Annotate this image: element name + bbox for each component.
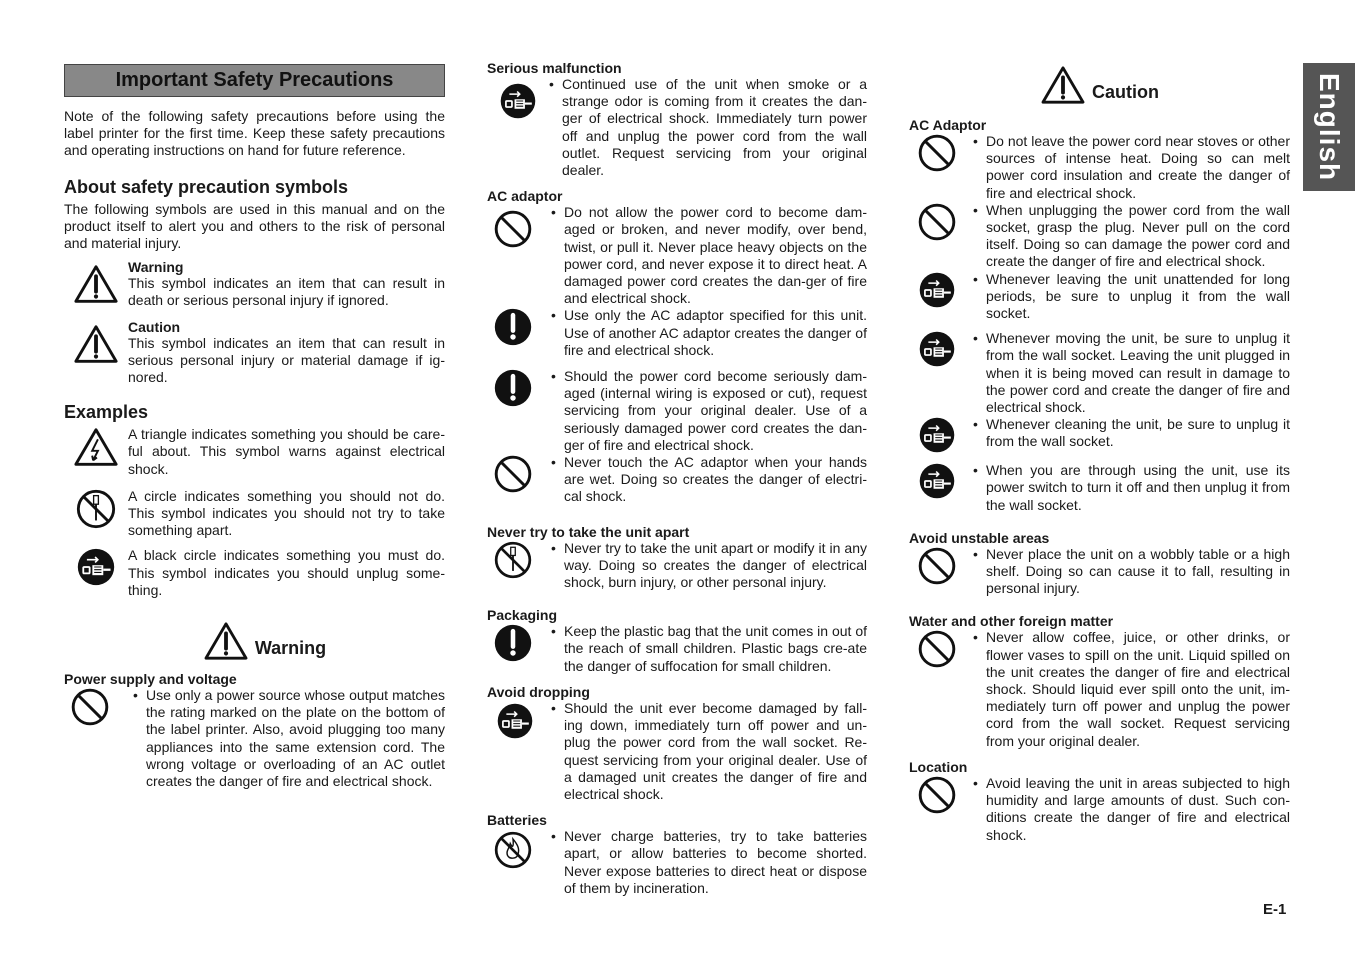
unstable-row (909, 546, 1290, 598)
ac-row (487, 204, 867, 307)
bullet: • (973, 462, 978, 479)
location-text: Avoid leaving the unit in areas subjected to high humidity and large amounts of dust. Such con-ditions create the danger of fire and electrical shock. (986, 774, 1290, 843)
location-row (909, 775, 1290, 844)
malfunction-text: Continued use of the unit when smoke or a strange odor is coming from it creates the dan-ger of electrical shock. Immediately turn power off and unplug the power cord from the wall outlet. Request servicing from your original dealer. (562, 76, 867, 179)
bullet: • (973, 629, 978, 646)
caution-row (909, 271, 1290, 323)
bullet: • (551, 307, 556, 324)
apart-heading: Never try to take the unit apart (487, 523, 690, 540)
unplug-icon (64, 547, 128, 587)
batteries-heading: Batteries (487, 812, 547, 829)
mandatory-icon (487, 623, 539, 663)
packaging-row (487, 623, 867, 675)
bullet: • (973, 416, 978, 433)
acadaptor-heading: AC adaptor (487, 188, 563, 205)
unplug-icon (487, 700, 543, 740)
unstable-heading: Avoid unstable areas (909, 529, 1050, 546)
ac-text: Should the power cord become seriously dam-aged (internal wiring is exposed or cut), request servicing from your original dealer. Use of a seriously damaged power cord creates the dan-ger of fire and electrical shock. (564, 368, 867, 453)
example-text: A triangle indicates something you should be care-ful about. This symbol warns against electrical shock. (128, 426, 445, 477)
bullet: • (973, 133, 978, 149)
bullet: • (549, 76, 554, 92)
caution-row (909, 202, 1290, 271)
water-row (909, 629, 1290, 749)
bullet: • (973, 545, 978, 562)
example-text: A circle indicates something you should not do. This symbol indicates you should not try to take something apart. (128, 487, 445, 539)
caution-row (909, 462, 1290, 514)
caution-text: Do not leave the power cord near stoves or other sources of intense heat. Doing so can melt power cord insulation and create the danger of fire and electrical shock. (986, 133, 1290, 201)
bullet: • (551, 454, 556, 471)
example-row (64, 547, 445, 599)
bullet: • (973, 330, 978, 347)
unplug-icon (909, 416, 965, 454)
bullet: • (551, 204, 556, 221)
batteries-row (487, 828, 867, 897)
prohibition-icon (909, 546, 965, 586)
water-text: Never allow coffee, juice, or other drinks, or flower vases to spill on the unit. Liquid spilled on the unit creates the danger of fire and electrical shock. Should liquid ever spill onto the unit, im-mediately turn off power and unplug the power cord from the wall socket. Request servicing from your original dealer. (986, 629, 1290, 749)
warning-text: This symbol indicates an item that can result in death or serious personal injury if ignored. (128, 275, 445, 309)
malfunction-row (487, 76, 867, 179)
power-row (64, 687, 445, 790)
warning-section-title (84, 621, 445, 661)
batteries-text: Never charge batteries, try to take batteries apart, or allow batteries to become shorted. Never expose batteries to direct heat or dispose of them by incineration. (564, 828, 867, 896)
no-fire-icon (487, 828, 539, 870)
language-tab (1303, 63, 1355, 191)
ac-row (487, 307, 867, 359)
warning-label: Warning (128, 259, 184, 276)
intro-text: Note of the following safety precautions before using the label printer for the first time. Keep these safety precautions and operating instructions on hand for future reference. (64, 108, 445, 159)
apart-text: Never try to take the unit apart or modify it in any way. Doing so creates the danger of electrical shock, burn injury, or other personal injury. (564, 539, 867, 591)
bullet: • (551, 368, 556, 385)
dropping-heading: Avoid dropping (487, 683, 590, 700)
prohibition-icon (909, 775, 965, 815)
ac-row (487, 368, 867, 454)
example-row (64, 426, 445, 478)
ac-text: Use only the AC adaptor specified for this unit. Use of another AC adaptor creates the danger of fire and electrical shock. (564, 307, 867, 358)
example-text: A black circle indicates something you must do. This symbol indicates you should unplug some-thing. (128, 547, 445, 598)
column-1 (64, 60, 445, 790)
caution-text: When unplugging the power cord from the wall socket, grasp the plug. Never pull on the cord itself. Doing so can damage the power cord and create the danger of fire and electrical shock. (986, 201, 1290, 270)
caution-row (909, 330, 1290, 416)
ac-text: Never touch the AC adaptor when your hands are wet. Doing so creates the danger of electri-cal shock. (564, 454, 867, 505)
unplug-icon (487, 76, 549, 120)
unplug-icon (909, 271, 965, 309)
bullet: • (551, 539, 556, 556)
page-title: Important Safety Precautions (64, 64, 445, 97)
warning-heading: Warning (254, 638, 327, 659)
bullet: • (133, 687, 138, 704)
caution-text: Whenever moving the unit, be sure to unplug it from the wall socket. Leaving the unit plugged in when it is being moved can result in damage to the power cord and create the danger of fire and electrical shock. (986, 330, 1290, 416)
acadaptor-heading: AC Adaptor (909, 117, 987, 133)
prohibition-icon (909, 629, 965, 669)
caution-text: Whenever leaving the unit unattended for long periods, be sure to unplug it from the wall socket. (986, 270, 1290, 322)
warning-symbol-row (64, 259, 445, 309)
bullet: • (551, 828, 556, 845)
water-heading: Water and other foreign matter (909, 613, 1114, 630)
bullet: • (551, 699, 556, 716)
column-2 (487, 60, 867, 897)
packaging-heading: Packaging (487, 607, 558, 624)
power-heading: Power supply and voltage (64, 671, 237, 688)
malfunction-heading: Serious malfunction (487, 60, 622, 76)
mandatory-icon (487, 368, 539, 408)
caution-row (909, 133, 1290, 202)
prohibition-icon (909, 133, 965, 173)
ac-text: Do not allow the power cord to become dam-aged or broken, and never modify, over bend, twist, or pull it. Never place heavy objects on the power cord, and never expose it to direct heat. A damaged power cord creates the dan-ger of fire and electrical shock. (564, 204, 867, 307)
caution-text: This symbol indicates an item that can result in serious personal injury or material damage if ig-nored. (128, 334, 445, 386)
no-disassembly-icon (64, 488, 128, 530)
symbols-heading: About safety precaution symbols (64, 176, 349, 197)
prohibition-icon (487, 454, 539, 494)
bullet: • (973, 270, 978, 287)
packaging-text: Keep the plastic bag that the unit comes in out of the reach of small children. Plastic bags cre-ate the danger of suffocation for small children. (564, 623, 867, 674)
bullet: • (973, 201, 978, 218)
unplug-icon (909, 462, 965, 500)
caution-text: When you are through using the unit, use its power switch to turn it off and then unplug it from the wall socket. (986, 462, 1290, 513)
caution-symbol-row (64, 319, 445, 387)
examples-heading: Examples (64, 402, 149, 423)
caution-section-title (909, 65, 1290, 105)
electric-shock-icon (64, 426, 128, 468)
location-heading: Location (909, 758, 968, 775)
warning-triangle-icon (64, 259, 128, 305)
page-number: E-1 (1263, 901, 1287, 918)
prohibition-icon (64, 687, 125, 727)
bullet: • (551, 623, 556, 640)
dropping-row (487, 700, 867, 803)
apart-row (487, 540, 867, 592)
bullet: • (973, 774, 978, 791)
caution-label: Caution (128, 318, 181, 335)
dropping-text: Should the unit ever become damaged by fall-ing down, immediately turn off power and un-plug the power cord from the wall socket. Re-quest servicing from your original dealer. Use of a damaged unit creates the danger of fire and electrical shock. (564, 699, 867, 802)
language-tab-label: English (1314, 72, 1345, 182)
caution-row (909, 416, 1290, 454)
unplug-icon (909, 330, 965, 368)
example-row (64, 488, 445, 540)
caution-triangle-icon (1040, 65, 1086, 105)
power-text: Use only a power source whose output matches the rating marked on the plate on the bottom of the label printer. Also, avoid plugging too many appliances into the same extension cord. The wrong voltage or overloading of an AC outlet creates the danger of fire and electrical shock. (146, 687, 445, 790)
prohibition-icon (487, 204, 539, 249)
caution-heading: Caution (1092, 82, 1159, 102)
caution-triangle-icon (64, 319, 128, 365)
mandatory-icon (487, 307, 539, 347)
unstable-text: Never place the unit on a wobbly table or a high shelf. Doing so can cause it to fall, resulting in personal injury. (986, 545, 1290, 597)
ac-row (487, 454, 867, 506)
column-3 (909, 60, 1290, 844)
warning-triangle-icon (203, 621, 249, 661)
prohibition-icon (909, 202, 965, 242)
no-disassembly-icon (487, 540, 539, 580)
symbols-text: The following symbols are used in this manual and on the product itself to alert you and others to the risk of personal and material injury. (64, 200, 445, 252)
caution-text: Whenever cleaning the unit, be sure to unplug it from the wall socket. (986, 416, 1290, 450)
